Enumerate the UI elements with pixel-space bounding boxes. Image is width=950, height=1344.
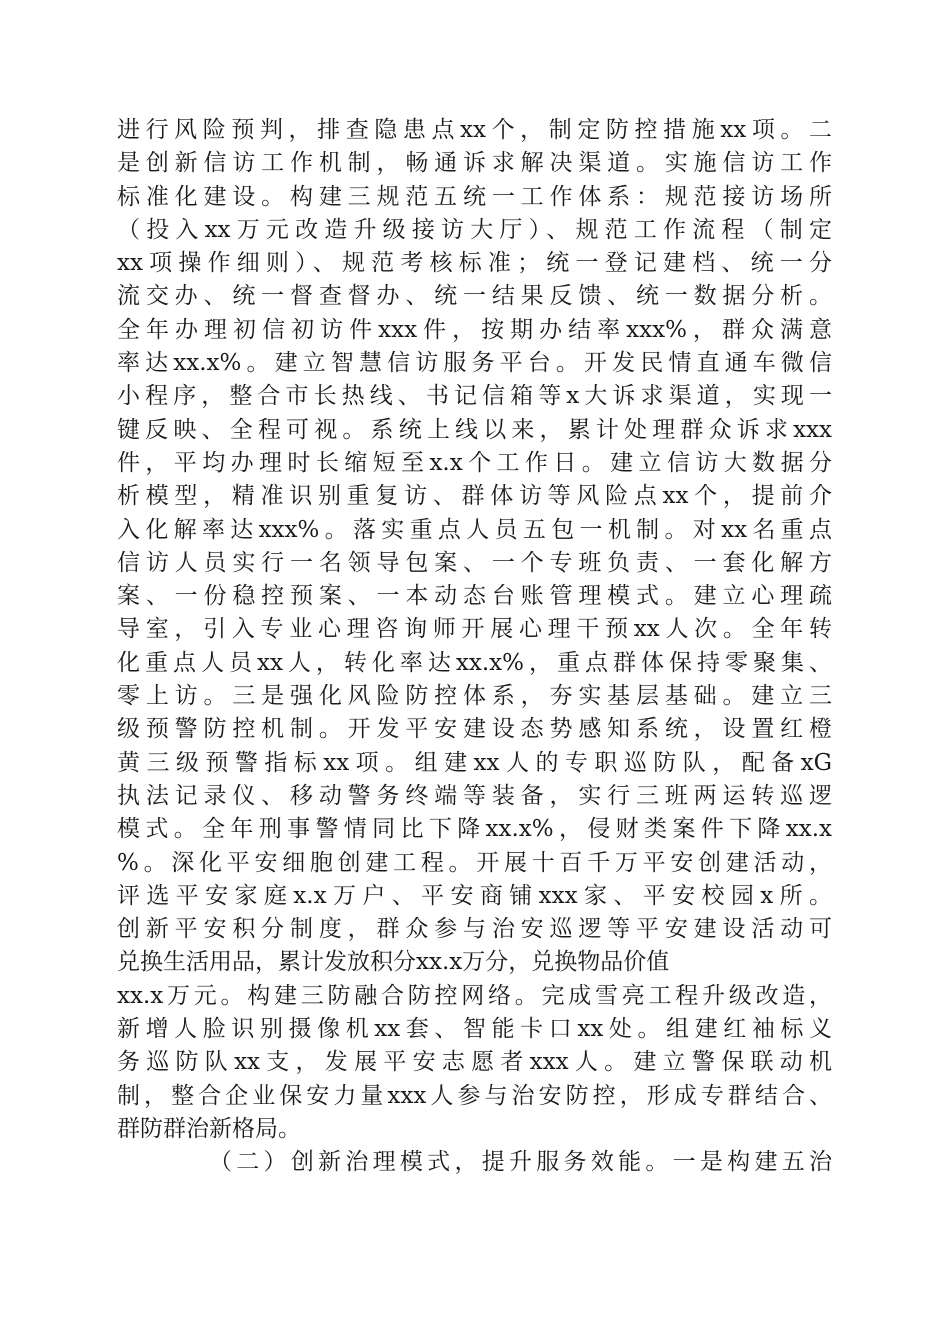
text-line: （投入xx万元改造升级接访大厅）、规范工作流程（制定 [117, 216, 832, 243]
text-line: 新增人脸识别摄像机xx套、智能卡口xx处。组建红袖标义 [117, 1016, 832, 1043]
document-body [117, 114, 832, 1180]
text-line: 案、一份稳控预案、一本动态台账管理模式。建立心理疏 [117, 583, 832, 610]
text-line: 兑换生活用品，累计发放积分xx.x万分，兑换物品价值 [117, 949, 670, 976]
text-line: 务巡防队xx支，发展平安志愿者xxx人。建立警保联动机 [117, 1049, 832, 1076]
text-line: xx.x万元。构建三防融合防控网络。完成雪亮工程升级改造， [117, 982, 832, 1009]
text-line: 级预警防控机制。开发平安建设态势感知系统，设置红橙 [117, 716, 832, 743]
text-line: 件，平均办理时长缩短至x.x个工作日。建立信访大数据分 [117, 449, 832, 476]
text-line: %。深化平安细胞创建工程。开展十百千万平安创建活动， [117, 849, 832, 876]
text-line: 导室，引入专业心理咨询师开展心理干预xx人次。全年转 [117, 616, 832, 643]
text-line: 零上访。三是强化风险防控体系，夯实基层基础。建立三 [117, 683, 832, 710]
text-line: 信访人员实行一名领导包案、一个专班负责、一套化解方 [117, 549, 832, 576]
text-line: 制，整合企业保安力量xxx人参与治安防控，形成专群结合、 [117, 1082, 832, 1109]
text-line: 创新平安积分制度，群众参与治安巡逻等平安建设活动可 [117, 916, 832, 943]
text-line: 率达xx.x%。建立智慧信访服务平台。开发民情直通车微信 [117, 350, 832, 377]
text-line: 群防群治新格局。 [117, 1115, 301, 1142]
text-line: 小程序，整合市长热线、书记信箱等x大诉求渠道，实现一 [117, 383, 832, 410]
text-line: 评选平安家庭x.x万户、平安商铺xxx家、平安校园x所。 [117, 882, 832, 909]
text-line: 进行风险预判，排查隐患点xx个，制定防控措施xx项。二 [117, 117, 832, 143]
text-line: 模式。全年刑事警情同比下降xx.x%，侵财类案件下降xx.x [117, 816, 832, 843]
text-line: 析模型，精准识别重复访、群体访等风险点xx个，提前介 [117, 483, 832, 510]
text-line: xx项操作细则）、规范考核标准；统一登记建档、统一分 [117, 250, 832, 277]
text-line: 化重点人员xx人，转化率达xx.x%，重点群体保持零聚集、 [117, 649, 832, 676]
text-line: 全年办理初信初访件xxx件，按期办结率xxx%，群众满意 [117, 316, 832, 343]
text-line: 入化解率达xxx%。落实重点人员五包一机制。对xx名重点 [117, 516, 832, 543]
section-heading-line: （二）创新治理模式，提升服务效能。一是构建五治 [209, 1149, 832, 1176]
text-line: 流交办、统一督查督办、统一结果反馈、统一数据分析。 [117, 283, 832, 310]
text-line: 标准化建设。构建三规范五统一工作体系：规范接访场所 [117, 183, 832, 210]
text-line: 是创新信访工作机制，畅通诉求解决渠道。实施信访工作 [117, 150, 832, 177]
text-line: 键反映、全程可视。系统上线以来，累计处理群众诉求xxx [117, 416, 832, 443]
text-line: 执法记录仪、移动警务终端等装备，实行三班两运转巡逻 [117, 782, 832, 809]
text-line: 黄三级预警指标xx项。组建xx人的专职巡防队，配备xG [117, 749, 832, 776]
